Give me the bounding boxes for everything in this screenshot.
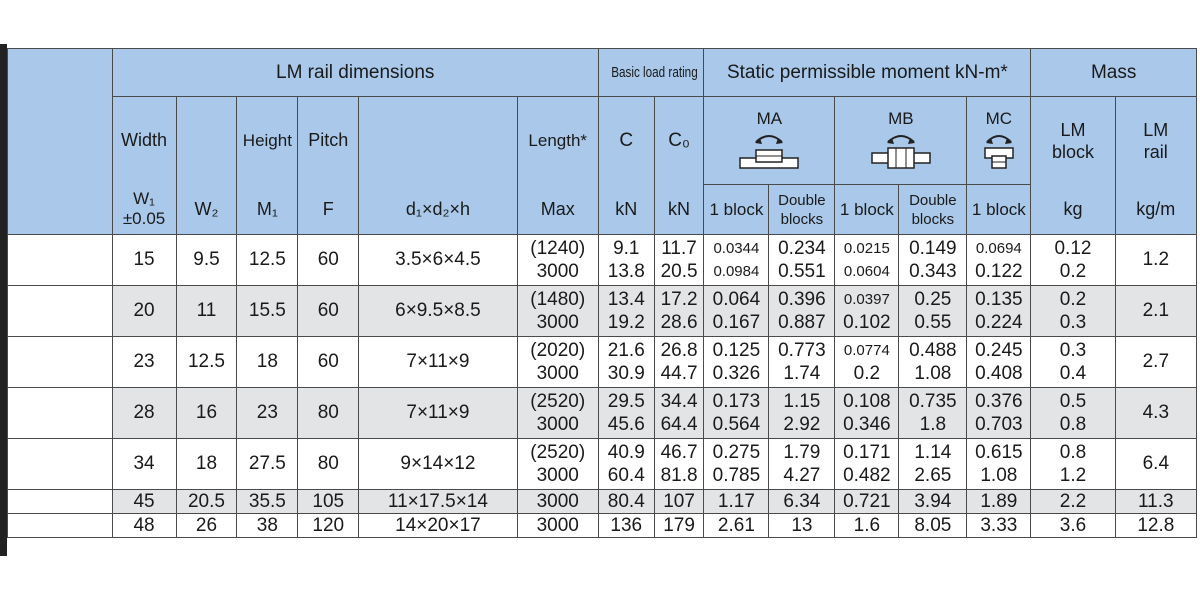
cell-value: 0.55 (914, 312, 952, 333)
cell-mb2 (899, 388, 967, 439)
cell-value: 9.1 (613, 238, 640, 259)
cell-value: 3000 (536, 414, 579, 435)
cell-block (1031, 439, 1115, 490)
cell-value: 2.2 (1059, 490, 1087, 512)
static-moment-header: Static permissible moment kN-m* (704, 49, 1031, 97)
cell-value: 1.2 (1059, 465, 1087, 486)
cell-w2: 18 (176, 439, 237, 490)
length-max-unit: Max (517, 185, 598, 235)
cell-mb1 (835, 439, 899, 490)
cell-ma2 (769, 514, 835, 538)
cell-c (598, 337, 654, 388)
cell-value: 0.343 (909, 261, 957, 282)
cell-value: 0.2 (1059, 261, 1087, 282)
w1-unit: W₁ ±0.05 (112, 185, 176, 235)
cell-value: 0.0215 (843, 240, 890, 257)
lm-rail-spec-table (7, 48, 1197, 538)
mc-label: MC (985, 108, 1013, 128)
cell-ma1 (704, 235, 769, 286)
cell-w2: 16 (176, 388, 237, 439)
cell-f: 105 (298, 490, 359, 514)
model-cell (8, 490, 113, 514)
cell-value: 13.8 (607, 261, 645, 282)
cell-dims: 3.5×6×4.5 (359, 235, 517, 286)
cell-mc (967, 490, 1031, 514)
cell-block (1031, 337, 1115, 388)
cell-f: 60 (298, 337, 359, 388)
cell-w1: 15 (112, 235, 176, 286)
cell-c (598, 490, 654, 514)
cell-value: (2020) (530, 340, 586, 361)
cell-value: 30.9 (607, 363, 645, 384)
mc-one-block: 1 block (967, 185, 1031, 235)
cell-value: 6.34 (783, 490, 821, 512)
cell-value: 44.7 (660, 363, 698, 384)
mb-header (835, 97, 967, 185)
cell-c (598, 388, 654, 439)
cell-block (1031, 388, 1115, 439)
cell-ma2 (769, 439, 835, 490)
cell-len (517, 388, 598, 439)
cell-dims: 7×11×9 (359, 337, 517, 388)
lm-rail-label: LM rail (1115, 97, 1196, 185)
cell-rail: 6.4 (1115, 439, 1196, 490)
cell-f: 60 (298, 235, 359, 286)
cell-mb2 (899, 337, 967, 388)
mc-moment-icon (977, 128, 1021, 172)
cell-value: 0.275 (712, 442, 761, 463)
cell-value: (1480) (530, 289, 586, 310)
cell-c0 (654, 514, 704, 538)
cell-mb2 (899, 286, 967, 337)
cell-value: 1.6 (853, 514, 881, 536)
cell-value: 0.0397 (843, 291, 890, 308)
cell-value: 64.4 (660, 414, 698, 435)
basic-load-rating-header: Basic load rating (598, 49, 704, 97)
mb-double-blocks: Double blocks (899, 185, 967, 235)
cell-value: 0.773 (778, 340, 826, 361)
model-cell (8, 439, 113, 490)
cell-value: 0.245 (975, 340, 1023, 361)
cell-w2: 20.5 (176, 490, 237, 514)
cell-c0 (654, 490, 704, 514)
cell-c (598, 439, 654, 490)
ma-moment-icon (734, 128, 804, 172)
cell-value: 0.224 (975, 312, 1023, 333)
spec-page (7, 44, 1200, 556)
cell-value: 81.8 (660, 465, 698, 486)
cell-value: 1.8 (919, 414, 947, 435)
cell-value: 0.887 (778, 312, 826, 333)
cell-value: 45.6 (607, 414, 645, 435)
cell-ma1 (704, 514, 769, 538)
cell-value: 0.3 (1059, 340, 1087, 361)
cell-value: 0.167 (712, 312, 761, 333)
table-row (8, 388, 1197, 439)
cell-rail: 2.1 (1115, 286, 1196, 337)
cell-len (517, 337, 598, 388)
ma-one-block: 1 block (704, 185, 769, 235)
cell-value: 0.12 (1054, 238, 1092, 259)
cell-value: 0.5 (1059, 391, 1087, 412)
cell-m1: 23 (237, 388, 298, 439)
cell-value: 1.08 (914, 363, 952, 384)
cell-value: 0.376 (975, 391, 1023, 412)
model-cell (8, 514, 113, 538)
cell-mb1 (835, 286, 899, 337)
cell-ma1 (704, 337, 769, 388)
cell-value: 0.564 (712, 414, 761, 435)
cell-block (1031, 235, 1115, 286)
cell-dims: 7×11×9 (359, 388, 517, 439)
cell-c0 (654, 337, 704, 388)
cell-w2: 26 (176, 514, 237, 538)
cell-value: 0.149 (909, 238, 957, 259)
cell-value: 0.721 (843, 490, 891, 512)
cell-f: 120 (298, 514, 359, 538)
cell-value: 0.488 (909, 340, 957, 361)
cell-value: 40.9 (607, 442, 645, 463)
cell-value: 0.0604 (843, 263, 890, 280)
cell-value: 0.064 (712, 289, 761, 310)
cell-value: 17.2 (660, 289, 698, 310)
cell-value: (2520) (530, 391, 586, 412)
cell-f: 80 (298, 388, 359, 439)
kgm-unit: kg/m (1115, 185, 1196, 235)
cell-value: 2.92 (783, 414, 821, 435)
cell-mb2 (899, 490, 967, 514)
f-unit: F (298, 185, 359, 235)
cell-value: 0.326 (712, 363, 761, 384)
cell-value: 3.94 (914, 490, 952, 512)
cell-mb2 (899, 235, 967, 286)
model-cell (8, 388, 113, 439)
mc-header (967, 97, 1031, 185)
ma-double-blocks: Double blocks (769, 185, 835, 235)
cell-value: 0.122 (975, 261, 1023, 282)
m1-unit: M₁ (237, 185, 298, 235)
cell-mc (967, 286, 1031, 337)
cell-w1: 23 (112, 337, 176, 388)
cell-mc (967, 235, 1031, 286)
cell-w1: 20 (112, 286, 176, 337)
cell-value: 179 (663, 514, 695, 536)
cell-c0 (654, 388, 704, 439)
cell-value: 3000 (536, 514, 579, 536)
cell-c (598, 235, 654, 286)
cell-value: 1.08 (980, 465, 1018, 486)
cell-value: 3000 (536, 312, 579, 333)
cell-value: 1.14 (914, 442, 952, 463)
cell-value: 2.65 (914, 465, 952, 486)
left-edge-bar (0, 44, 7, 556)
cell-value: 20.5 (660, 261, 698, 282)
c0-label: C₀ (654, 97, 704, 185)
cell-value: 0.615 (975, 442, 1023, 463)
cell-ma1 (704, 388, 769, 439)
cell-rail: 11.3 (1115, 490, 1196, 514)
cell-value: 29.5 (607, 391, 645, 412)
cell-value: 3000 (536, 490, 579, 512)
c-unit: kN (598, 185, 654, 235)
cell-value: 13.4 (607, 289, 645, 310)
cell-dims: 11×17.5×14 (359, 490, 517, 514)
cell-mb1 (835, 388, 899, 439)
table-row (8, 490, 1197, 514)
cell-value: 4.27 (783, 465, 821, 486)
cell-value: 0.171 (843, 442, 891, 463)
cell-value: 0.2 (1059, 289, 1087, 310)
cell-ma2 (769, 490, 835, 514)
cell-value: 0.135 (975, 289, 1023, 310)
kg-unit: kg (1031, 185, 1115, 235)
cell-value: 0.396 (778, 289, 826, 310)
lm-block-label: LM block (1031, 97, 1115, 185)
model-cell (8, 337, 113, 388)
cell-value: 0.0694 (975, 240, 1022, 257)
cell-w2: 11 (176, 286, 237, 337)
cell-value: 60.4 (607, 465, 645, 486)
spec-rows (8, 235, 1197, 538)
cell-value: 0.8 (1059, 414, 1087, 435)
cell-block (1031, 490, 1115, 514)
cell-mc (967, 439, 1031, 490)
cell-w1: 48 (112, 514, 176, 538)
cell-f: 80 (298, 439, 359, 490)
cell-value: 0.234 (778, 238, 826, 259)
table-row (8, 286, 1197, 337)
cell-rail: 12.8 (1115, 514, 1196, 538)
cell-value: 0.408 (975, 363, 1023, 384)
cell-w1: 34 (112, 439, 176, 490)
cell-mc (967, 388, 1031, 439)
ma-label: MA (756, 108, 783, 128)
table-row (8, 439, 1197, 490)
cell-mb1 (835, 337, 899, 388)
cell-mb2 (899, 514, 967, 538)
cell-value: 26.8 (660, 340, 698, 361)
mb-label: MB (888, 108, 914, 128)
cell-value: (2520) (530, 442, 586, 463)
cell-value: 3000 (536, 261, 579, 282)
cell-value: 0.703 (975, 414, 1023, 435)
cell-value: 0.8 (1059, 442, 1087, 463)
cell-ma1 (704, 439, 769, 490)
model-cell (8, 286, 113, 337)
cell-value: 0.173 (712, 391, 761, 412)
cell-value: 0.0344 (713, 240, 760, 257)
model-cell (8, 235, 113, 286)
cell-value: 28.6 (660, 312, 698, 333)
cell-len (517, 490, 598, 514)
cell-rail: 1.2 (1115, 235, 1196, 286)
table-row (8, 514, 1197, 538)
w2-blank (176, 97, 237, 185)
cell-block (1031, 514, 1115, 538)
cell-len (517, 514, 598, 538)
cell-m1: 38 (237, 514, 298, 538)
cell-len (517, 286, 598, 337)
cell-value: 19.2 (607, 312, 645, 333)
cell-mb1 (835, 514, 899, 538)
mb-moment-icon (866, 128, 936, 172)
cell-c (598, 514, 654, 538)
cell-value: 0.0984 (713, 263, 760, 280)
cell-value: 0.551 (778, 261, 826, 282)
cell-value: 1.74 (783, 363, 821, 384)
cell-w2: 9.5 (176, 235, 237, 286)
cell-ma2 (769, 235, 835, 286)
cell-value: 0.3 (1059, 312, 1087, 333)
cell-ma2 (769, 337, 835, 388)
cell-value: 0.482 (843, 465, 891, 486)
cell-rail: 4.3 (1115, 388, 1196, 439)
cell-dims: 6×9.5×8.5 (359, 286, 517, 337)
width-label: Width (112, 97, 176, 185)
cell-value: 11.7 (661, 238, 697, 259)
cell-value: 0.2 (853, 363, 881, 384)
cell-value: 0.4 (1059, 363, 1087, 384)
cell-value: 13 (791, 514, 813, 536)
ma-header (704, 97, 835, 185)
cell-value: 1.17 (717, 490, 755, 512)
cell-ma2 (769, 286, 835, 337)
cell-len (517, 439, 598, 490)
cell-w1: 28 (112, 388, 176, 439)
cell-ma2 (769, 388, 835, 439)
cell-value: 21.6 (607, 340, 645, 361)
cell-mb1 (835, 235, 899, 286)
table-row (8, 235, 1197, 286)
cell-value: 1.79 (783, 442, 821, 463)
model-header-blank (8, 49, 113, 235)
cell-value: 3000 (536, 465, 579, 486)
cell-value: 3.33 (980, 514, 1018, 536)
rail-dimensions-header: LM rail dimensions (112, 49, 598, 97)
cell-value: 136 (610, 514, 643, 536)
cell-value: 0.102 (843, 312, 891, 333)
table-row (8, 337, 1197, 388)
cell-w2: 12.5 (176, 337, 237, 388)
cell-mb1 (835, 490, 899, 514)
cell-value: 3000 (536, 363, 579, 384)
cell-m1: 15.5 (237, 286, 298, 337)
cell-m1: 12.5 (237, 235, 298, 286)
cell-c (598, 286, 654, 337)
cell-dims: 14×20×17 (359, 514, 517, 538)
cell-c0 (654, 235, 704, 286)
cell-f: 60 (298, 286, 359, 337)
cell-w1: 45 (112, 490, 176, 514)
cell-value: 0.735 (909, 391, 957, 412)
mass-header: Mass (1031, 49, 1197, 97)
cell-block (1031, 286, 1115, 337)
cell-value: 1.15 (783, 391, 821, 412)
cell-rail: 2.7 (1115, 337, 1196, 388)
cell-value: 2.61 (717, 514, 755, 536)
mb-one-block: 1 block (835, 185, 899, 235)
cell-value: 0.785 (712, 465, 761, 486)
cell-value: 0.0774 (843, 342, 890, 359)
length-label: Length* (517, 97, 598, 185)
cell-mc (967, 337, 1031, 388)
cell-value: 34.4 (660, 391, 698, 412)
cell-c0 (654, 439, 704, 490)
pitch-label: Pitch (298, 97, 359, 185)
cell-value: (1240) (530, 238, 586, 259)
cell-c0 (654, 286, 704, 337)
height-label: Height (237, 97, 298, 185)
cell-value: 46.7 (660, 442, 698, 463)
dims-unit: d₁×d₂×h (359, 185, 517, 235)
cell-value: 0.25 (914, 289, 952, 310)
cell-value: 3.6 (1059, 514, 1087, 536)
cell-m1: 35.5 (237, 490, 298, 514)
dims-blank (359, 97, 517, 185)
w2-unit: W₂ (176, 185, 237, 235)
cell-value: 0.108 (843, 391, 891, 412)
cell-value: 8.05 (914, 514, 952, 536)
cell-value: 0.125 (712, 340, 761, 361)
cell-mb2 (899, 439, 967, 490)
cell-ma1 (704, 490, 769, 514)
cell-value: 80.4 (607, 490, 645, 512)
cell-ma1 (704, 286, 769, 337)
cell-mc (967, 514, 1031, 538)
cell-len (517, 235, 598, 286)
cell-dims: 9×14×12 (359, 439, 517, 490)
cell-m1: 18 (237, 337, 298, 388)
c0-unit: kN (654, 185, 704, 235)
c-label: C (598, 97, 654, 185)
cell-value: 107 (663, 490, 695, 512)
cell-value: 0.346 (843, 414, 891, 435)
cell-value: 1.89 (980, 490, 1018, 512)
cell-m1: 27.5 (237, 439, 298, 490)
